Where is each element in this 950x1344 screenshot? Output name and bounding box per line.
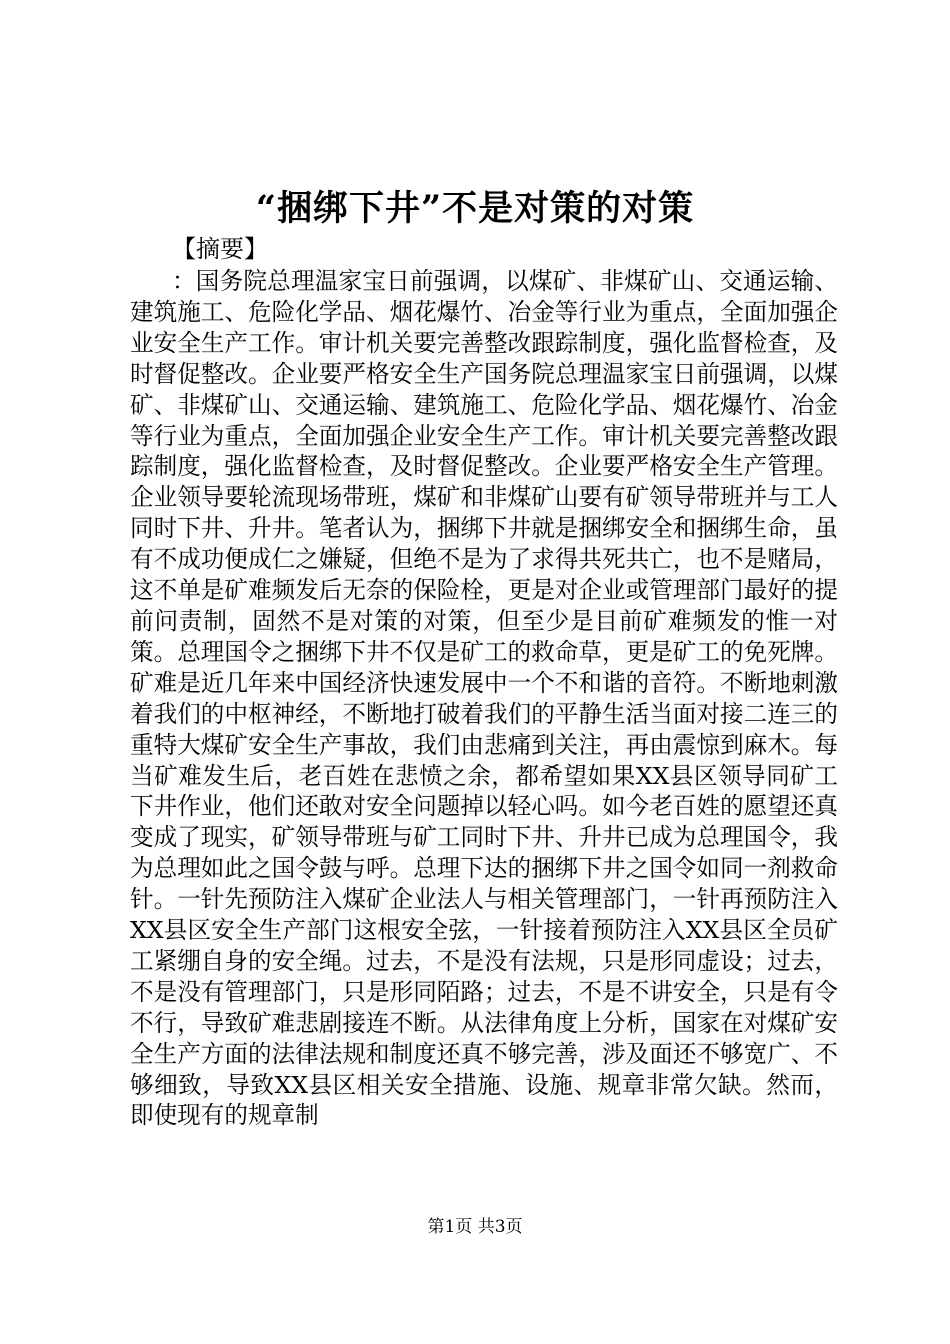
abstract-body: ：国务院总理温家宝日前强调，以煤矿、非煤矿山、交通运输、建筑施工、危险化学品、烟花爆竹、冶金等行业为重点，全面加强企业安全生产工作。审计机关要完善整改跟踪制度，强化监督检查，及时督促整改。企业要严格安全生产国务院总理温家宝日前强调，以煤矿、非煤矿山、交通运输、建筑施工、危险化学品、烟花爆竹、冶金等行业为重点，全面加强企业安全生产工作。审计机关要完善整改跟踪制度，强化监督检查，及时督促整改。企业要严格安全生产管理。企业领导要轮流现场带班，煤矿和非煤矿山要有矿领导带班并与工人同时下井、升井。笔者认为，捆绑下井就是捆绑安全和捆绑生命，虽有不成功便成仁之嫌疑，但绝不是为了求得共死共亡，也不是赌局，这不单是矿难频发后无奈的保险栓，更是对企业或管理部门最好的提前问责制，固然不是对策的对策，但至少是目前矿难频发的惟一对策。总理国令之捆绑下井不仅是矿工的救命草，更是矿工的免死牌。矿难是近几年来中国经济快速发展中一个不和谐的音符。不断地刺激着我们的中枢神经，不断地打破着我们的平静生活当面对接二连三的重特大煤矿安全生产事故，我们由悲痛到关注，再由震惊到麻木。每当矿难发生后，老百姓在悲愤之余，都希望如果XX县区领导同矿工下井作业，他们还敢对安全问题掉以轻心吗。如今老百姓的愿望还真变成了现实，矿领导带班与矿工同时下井、升井已成为总理国令，我为总理如此之国令鼓与呼。总理下达的捆绑下井之国令如同一剂救命针。一针先预防注入煤矿企业法人与相关管理部门，一针再预防注入XX县区安全生产部门这根安全弦，一针接着预防注入XX县区全员矿工紧绷自身的安全绳。过去，不是没有法规，只是形同虚设；过去，不是没有管理部门，只是形同陌路；过去，不是不讲安全，只是有令不行，导致矿难悲剧接连不断。从法律角度上分析，国家在对煤矿安全生产方面的法律法规和制度还真不够完善，涉及面还不够宽广、不够细致，导致XX县区相关安全措施、设施、规章非常欠缺。然而，即使现有的规章制 — [130, 267, 838, 1130]
abstract-label: 【摘要】 — [172, 235, 268, 263]
page-footer: 第1页 共3页 — [427, 1217, 523, 1237]
document-title: “捆绑下井”不是对策的对策 — [255, 188, 695, 229]
